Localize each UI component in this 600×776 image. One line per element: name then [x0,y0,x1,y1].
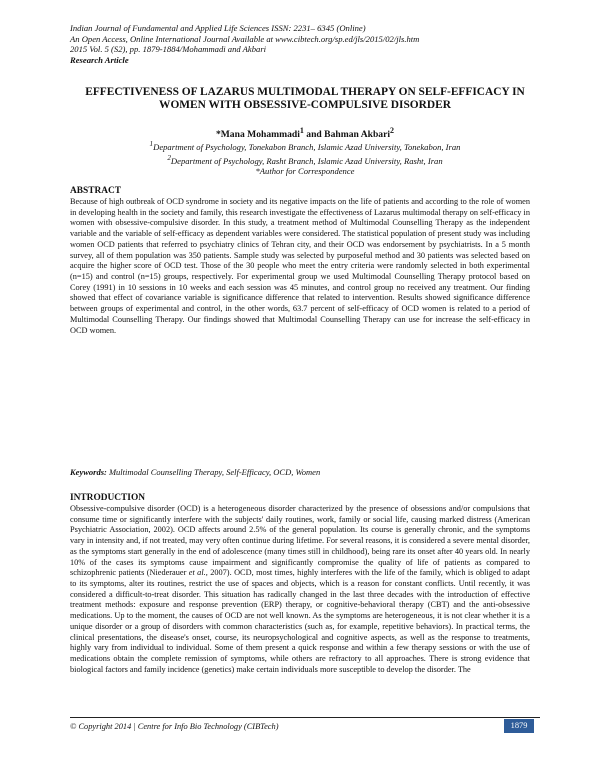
intro-text-part-1: Obsessive-compulsive disorder (OCD) is a heterogeneous disorder characterized by the presence of obsessions and/or compulsions that consume time or significantly interfere with the subjects' daily routines, work, family or social life, causing marked distress (American Psychiatric Association, 2002). OCD affects around 2.5% of the general population. Its course is generally chronic, and the symptoms vary in intensity and, if not treated, may very often continue during lifetime. For several reasons, it is considered a severe mental disorder, as the symptoms start generally in the end of adolescence (many times still in childhood), being rare its onset after 40 years old. In nearly 10% of the cases its symptoms cause impairment and significantly compromise the quality of life of patients as compared to schizophrenic patients (Niederauer [70,504,530,578]
author-1: *Mana Mohammadi [215,129,300,141]
footer-rule [70,717,540,718]
affiliation-2 [70,153,540,167]
paper-title: EFFECTIVENESS OF LAZARUS MULTIMODAL THERAPY ON SELF-EFFICACY IN WOMEN WITH OBSESSIVE-COMPULSIVE DISORDER [85,86,525,111]
keywords-label: Keywords: [70,467,107,477]
intro-et-al: et al. [188,568,206,578]
author-joiner: and [303,129,325,141]
abstract-heading: ABSTRACT [70,186,122,196]
author-1-sup: 1 [299,126,304,135]
introduction-heading: INTRODUCTION [70,493,146,503]
keywords [70,467,530,477]
introduction-text [70,504,530,676]
affiliation-1-sup: 1 [149,140,154,148]
page-number-badge: 1879 [504,719,534,733]
intro-text-part-2: , 2007). OCD, most times, highly interferes with the life of the family, which is obliged to adapt to its symptoms, alter its routines, restrict the use of spaces and objects, which is a reason for constant conflicts. Until recently, it was considered a difficult-to-treat disorder. This situation has radically changed in the last three decades with the introduction of effective treatment methods: exposure and response prevention (ERP) therapy, or cognitive-behavioral therapy (CBT) and the anti-obsessive medications. Up to the moment, the causes of OCD are not well known. As the symptoms are heterogeneous, it is not clear whether it is a unique disorder or a group of disorders with common characteristics (such as, for example, repetitive behaviors). In practical terms, the clinical presentations, the disease's onset, course, its neuropsychological and cognitive aspects, as well as the response to treatments, highly vary from individual to individual. Some of them present a quick response and within a few therapy sessions or with the use of medications obtain the complete remission of symptoms, while others are refractory to all approaches. There is strong evidence that biological factors and family incidence (genetics) make certain individuals more susceptible to develop the disorder. The [70,568,531,674]
affiliations [70,139,540,177]
affiliation-2-text: Department of Psychology, Rasht Branch, Islamic Azad University, Rasht, Iran [170,155,443,166]
author-2: Bahman Akbari [324,129,391,141]
running-header [70,23,540,65]
keywords-text: Multimodal Counselling Therapy, Self-Efficacy, OCD, Women [106,467,321,477]
article-type: Research Article [70,54,129,65]
affiliation-1-text: Department of Psychology, Tonekabon Branch, Islamic Azad University, Tonekabon, Iran [153,141,461,152]
access-line: An Open Access, Online International Journal Available at www.cibtech.org/sp.ed/jls/2015/02/jls.htm [70,33,420,44]
journal-line: Indian Journal of Fundamental and Applied Life Sciences ISSN: 2231– 6345 (Online) [70,23,366,33]
correspondence-note: *Author for Correspondence [255,166,355,177]
author-2-sup: 2 [390,126,395,135]
affiliation-1 [70,139,540,153]
volume-line: 2015 Vol. 5 (S2), pp. 1879-1884/Mohammadi and Akbari [70,44,267,55]
affiliation-2-sup: 2 [167,153,171,162]
abstract-text: Because of high outbreak of OCD syndrome in society and its negative impacts on the life of patients and according to the role of women in developing health in the society and family, this research investigate the effectiveness of Lazarus multimodal therapy on self-efficacy in women with obsessive-compulsive disorder. In this study, a treatment method of Multimodal Counselling Therapy as the independent variable and the variable of self-efficacy as dependent variables were considered. The statistical population of present study was including women OCD patients that referred to psychiatry clinics of Tehran city, and their OCD was endorsement by psychiatrists. In a 5 month survey, all of them population was 350 patients. Sample study was selected by purposeful method and 30 patients was selected based on acquire the higher score of OCD test. Those of the 30 people who meet the entry criteria were randomly selected in both experimental (n=15) and control (n=15) groups, respectively. For experimental group we used Multimodal Counselling Therapy protocol based on Corey (1991) in 10 sessions in 10 weeks and each session was 45 minutes, and control group no received any treatment. Our finding showed that effect of covariance variable is significance difference that related to intervention. Results showed significance difference between groups of experimental and control, in the other words, 63.7 percent of self-efficacy of OCD women is related to a period of Multimodal Counselling Therapy. Our findings showed that Multimodal Counselling Therapy can use for increase the self-efficacy in OCD women. [70,197,530,335]
footer-copyright: © Copyright 2014 | Centre for Info Bio Technology (CIBTech) [70,722,279,731]
